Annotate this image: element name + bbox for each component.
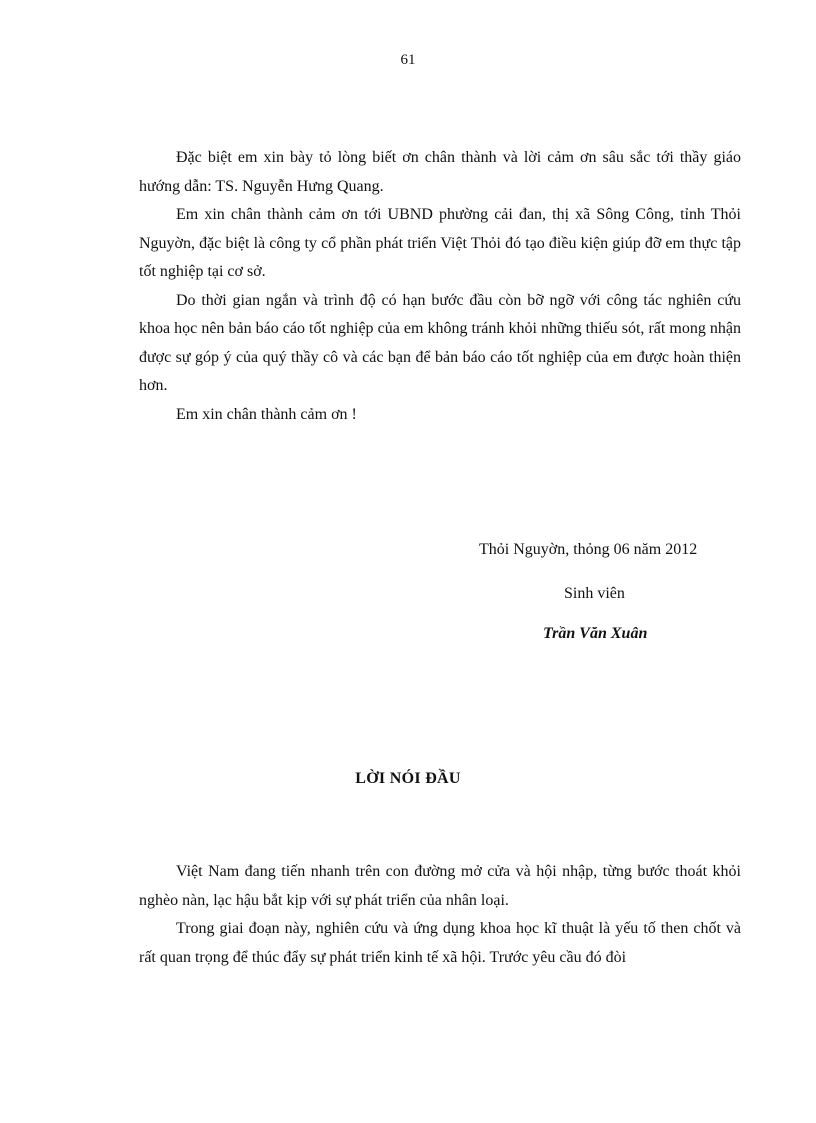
foreword-paragraph: Trong giai đoạn này, nghiên cứu và ứng dụng khoa học kĩ thuật là yếu tố then chốt và rất quan trọng để thúc đẩy sự phát triển kinh tế xã hội. Trước yêu cầu đó đòi [139, 920, 741, 966]
signature-role: Sinh viên [564, 585, 625, 602]
foreword-section [139, 858, 741, 972]
acknowledgement-paragraph: Đặc biệt em xin bày tỏ lòng biết ơn chân thành và lời cảm ơn sâu sắc tới thầy giáo hướng dẫn: TS. Nguyễn Hưng Quang. [139, 149, 741, 195]
section-heading: LỜI NÓI ĐẦU [355, 770, 461, 787]
foreword-paragraph: Việt Nam đang tiến nhanh trên con đường mở cửa và hội nhập, từng bước thoát khỏi nghèo nàn, lạc hậu bắt kịp với sự phát triển của nhân loại. [139, 863, 741, 909]
acknowledgement-paragraph: Em xin chân thành cảm ơn tới UBND phường cải đan, thị xã Sông Công, tỉnh Thỏi Nguyờn, đặc biệt là công ty cổ phần phát triển Việt Thỏi đó tạo điều kiện giúp đỡ em thực tập tốt nghiệp tại cơ sở. [139, 206, 741, 280]
acknowledgement-paragraph: Em xin chân thành cảm ơn ! [176, 405, 357, 423]
signature-date: Thỏi Nguyờn, thỏng 06 năm 2012 [479, 541, 698, 558]
signature-name: Trần Văn Xuân [543, 625, 648, 642]
acknowledgement-paragraph: Do thời gian ngắn và trình độ có hạn bước đầu còn bỡ ngỡ với công tác nghiên cứu khoa học nên bản báo cáo tốt nghiệp của em không tránh khỏi những thiếu sót, rất mong nhận được sự góp ý của quý thầy cô và các bạn để bản báo cáo tốt nghiệp của em được hoàn thiện hơn. [139, 291, 741, 394]
page-number: 61 [400, 52, 416, 68]
acknowledgement-section [139, 144, 741, 429]
